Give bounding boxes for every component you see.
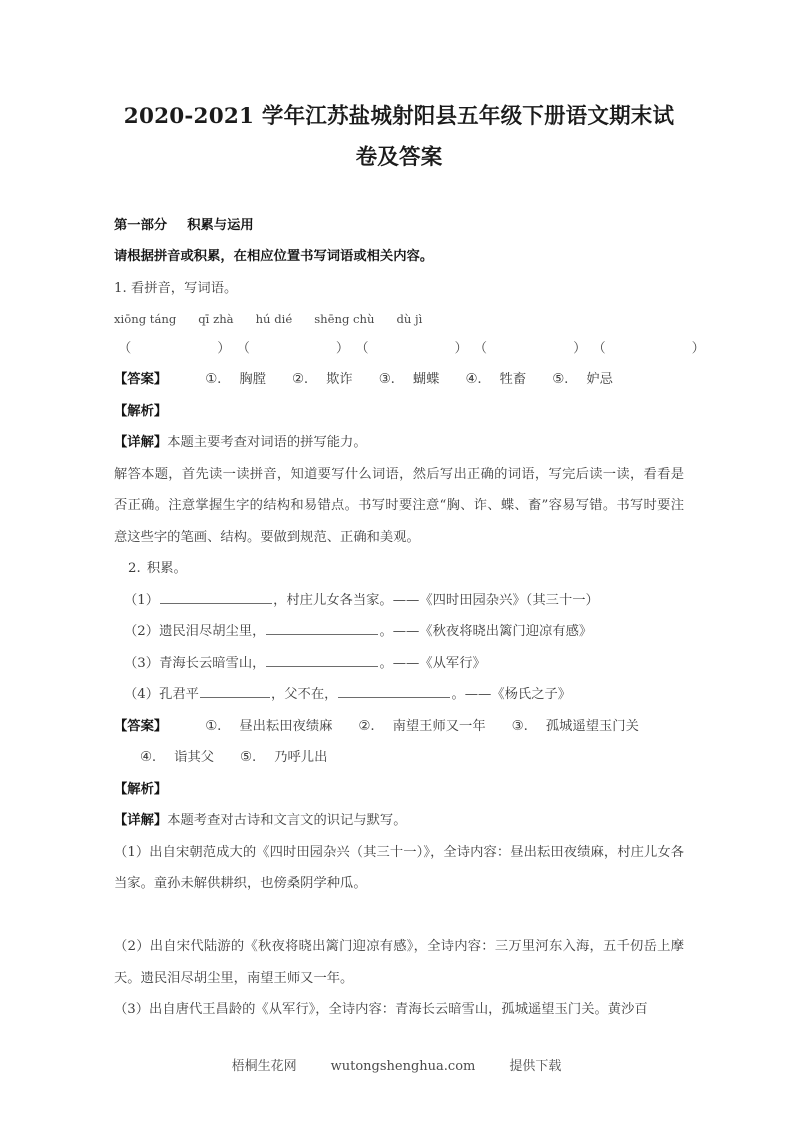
answer-label: 【答案】	[114, 718, 168, 734]
fill-in-blank[interactable]	[200, 683, 270, 698]
question1-analysis-label: 【解析】	[114, 403, 168, 419]
footer-url[interactable]: wutongshenghua.com	[330, 1059, 476, 1074]
answer-entry	[140, 742, 214, 774]
question2-prompt	[114, 553, 684, 585]
question1-number: 1.	[114, 280, 127, 296]
detail-label: 【详解】	[114, 435, 168, 450]
question2-answer-line	[114, 711, 684, 774]
answer-text: 胸膛	[239, 372, 266, 387]
answer-entry	[465, 364, 526, 396]
footer-action: 提供下载	[509, 1059, 562, 1074]
page-title: 2020-2021 学年江苏盐城射阳县五年级下册语文期末试卷及答案	[123, 104, 675, 170]
answer-bracket[interactable]: （ ）	[592, 341, 705, 356]
question1-prompt	[114, 273, 684, 305]
question1-prompt-text: 看拼音，写词语。	[130, 280, 238, 296]
answer-entry	[552, 364, 613, 396]
question2-item	[114, 679, 684, 711]
answer-text: 孤城遥望玉门关	[545, 718, 639, 734]
page-footer	[0, 1055, 793, 1074]
question1-answer-brackets	[114, 334, 705, 364]
item-text: 。——《秋夜将晓出篱门迎凉有感》	[379, 624, 593, 639]
answer-entry	[358, 711, 485, 743]
question2-number: 2.	[128, 561, 141, 576]
fill-in-blank[interactable]	[160, 589, 272, 604]
item-marker: （3）	[124, 655, 160, 671]
answer-marker: ⑤.	[552, 372, 569, 387]
fill-in-blank[interactable]	[266, 652, 378, 667]
item-before: 孔君平	[159, 687, 199, 702]
answer-marker: ④.	[140, 750, 157, 765]
section-heading-name: 积累与运用	[187, 217, 254, 233]
question2-detail-lead	[114, 805, 684, 837]
answer-text: 诣其父	[174, 750, 215, 765]
item-marker: （2）	[124, 624, 160, 639]
section-heading-label: 第一部分	[114, 217, 168, 233]
answer-marker: ③.	[378, 372, 395, 387]
item-text: ，村庄儿女各当家。——《四时田园杂兴》（其三十一）	[273, 592, 599, 608]
answer-entry	[205, 711, 332, 743]
answer-marker: ①.	[205, 372, 222, 387]
pinyin-word: dù jì	[396, 312, 423, 326]
question2-item	[114, 585, 684, 617]
answer-entry	[240, 742, 327, 774]
item-text: ，父不在，	[270, 687, 338, 702]
answer-entry	[292, 364, 353, 396]
answer-bracket[interactable]: （ ）	[473, 341, 587, 356]
question1-detail-lead	[114, 427, 684, 459]
section-heading	[114, 210, 684, 242]
question2-explanation: （2）出自宋代陆游的《秋夜将晓出篱门迎凉有感》，全诗内容：三万里河东入海，五千仞岳上摩天。遗民泪尽胡尘里，南望王师又一年。	[114, 939, 684, 986]
question2-item	[114, 648, 684, 680]
question1-detail-body: 解答本题，首先读一读拼音，知道要写什么词语，然后写出正确的词语，写完后读一读，看看是否正确。注意掌握生字的结构和易错点。书写时要注意“胸、诈、蝶、畜”容易写错。书写时要注意这些字的笔画、结构。要做到规范、正确和美观。	[114, 466, 684, 545]
answer-text: 南望王师又一年	[392, 718, 486, 734]
pinyin-word: shēng chù	[314, 312, 375, 326]
answer-text: 蝴蝶	[412, 372, 440, 387]
pinyin-word: xiōng táng	[114, 312, 177, 326]
answer-marker: ②.	[358, 718, 375, 734]
detail-lead-text: 本题主要考查对词语的拼写能力。	[167, 435, 367, 450]
question2-analysis-label: 【解析】	[114, 781, 168, 797]
answer-text: 昼出耘田夜绩麻	[239, 718, 333, 734]
answer-marker: ④.	[465, 372, 482, 387]
item-text: 。——《从军行》	[379, 655, 486, 671]
pinyin-word: qī zhà	[198, 312, 234, 326]
answer-text: 妒忌	[586, 372, 613, 387]
item-marker: （4）	[124, 687, 160, 702]
explanation-spacer	[114, 900, 684, 932]
answer-entry	[205, 364, 266, 396]
item-before: 遗民泪尽胡尘里，	[159, 624, 266, 639]
answer-marker: ③.	[511, 718, 528, 734]
answer-bracket[interactable]: （ ）	[355, 341, 468, 356]
detail-label: 【详解】	[114, 813, 168, 828]
answer-marker: ⑤.	[240, 750, 257, 765]
item-after: 。——《杨氏之子》	[451, 687, 572, 702]
question2-prompt-text: 积累。	[146, 561, 187, 576]
question1-answer-line	[114, 364, 684, 396]
answer-entry	[379, 364, 440, 396]
fill-in-blank[interactable]	[266, 620, 378, 635]
answer-text: 牲畜	[499, 372, 527, 387]
answer-marker: ②.	[291, 372, 309, 387]
section-instruction: 请根据拼音或积累，在相应位置书写词语或相关内容。	[114, 249, 434, 264]
question2-item	[114, 616, 684, 648]
question1-pinyin-row	[114, 304, 684, 334]
answer-text: 乃呼儿出	[274, 750, 328, 765]
item-marker: （1）	[124, 592, 160, 608]
detail-lead-text: 本题考查对古诗和文言文的识记与默写。	[167, 813, 407, 828]
question2-explanation: （3）出自唐代王昌龄的《从军行》，全诗内容：青海长云暗雪山，孤城遥望玉门关。黄沙百	[114, 1002, 648, 1017]
pinyin-word: hú dié	[255, 312, 293, 326]
document-content	[114, 0, 705, 1026]
answer-text: 欺诈	[326, 372, 353, 387]
answer-bracket[interactable]: （ ）	[118, 341, 231, 356]
answer-entry	[512, 711, 639, 743]
question2-explanation: （1）出自宋朝范成大的《四时田园杂兴（其三十一）》，全诗内容：昼出耘田夜绩麻，村庄儿女各当家。童孙未解供耕织，也傍桑阴学种瓜。	[114, 844, 684, 891]
footer-site-name: 梧桐生花网	[231, 1059, 297, 1074]
answer-label: 【答案】	[114, 372, 168, 387]
answer-bracket[interactable]: （ ）	[236, 341, 350, 356]
item-before: 青海长云暗雪山，	[159, 655, 266, 671]
fill-in-blank[interactable]	[338, 683, 450, 698]
answer-marker: ①.	[205, 718, 222, 734]
title-spacer	[114, 178, 684, 210]
